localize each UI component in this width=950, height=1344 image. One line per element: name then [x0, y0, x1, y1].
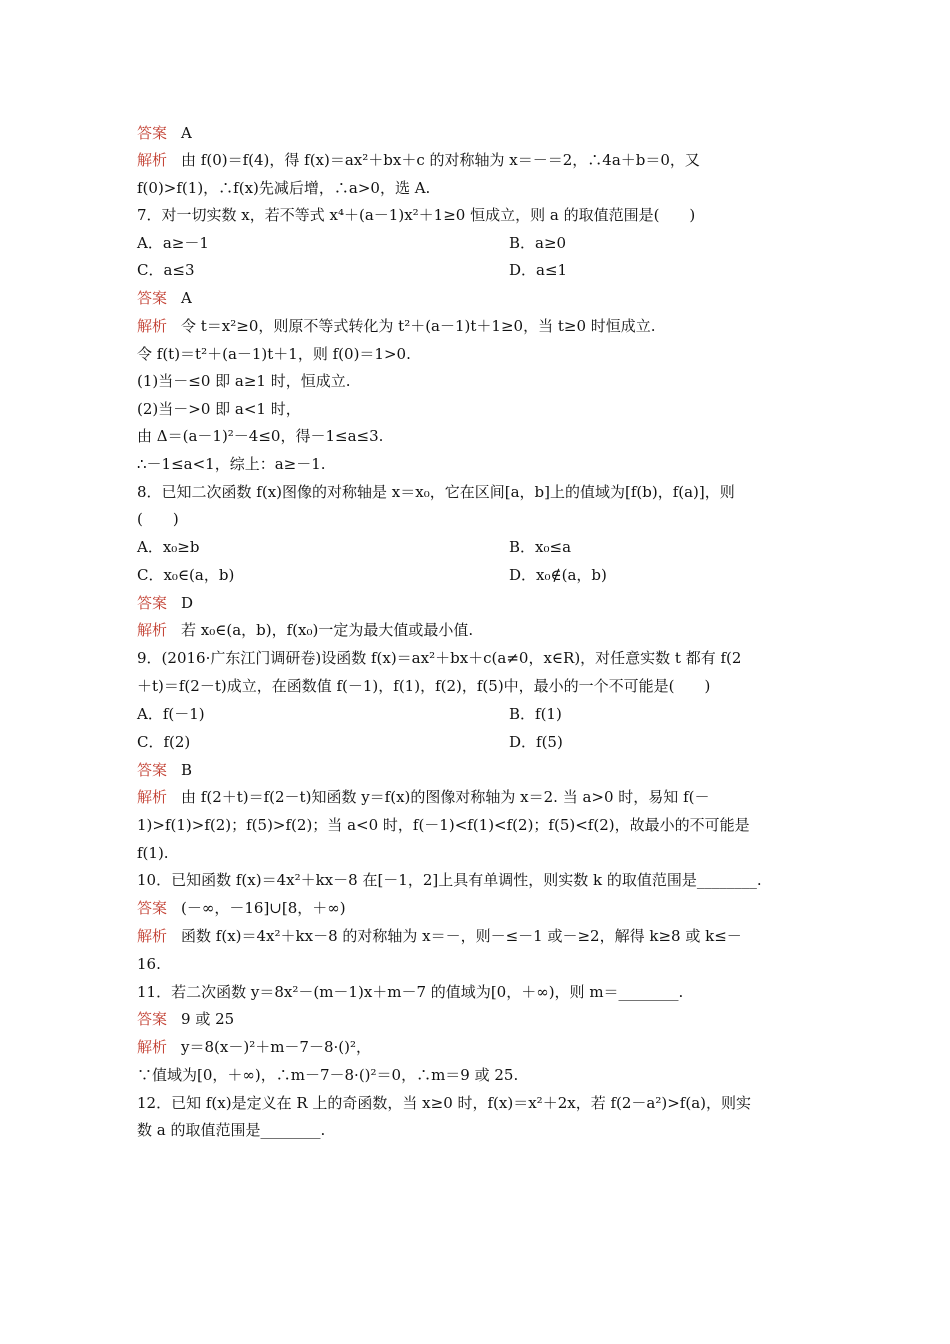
line-text: 11．若二次函数 y＝8x²－(m－1)x＋m－7 的值域为[0，＋∞)，则 m＝________.: [137, 983, 684, 1001]
answer-line: [137, 757, 192, 784]
text-line: [137, 673, 710, 700]
text-line: [137, 396, 301, 423]
line-text: 9．(2016·广东江门调研卷)设函数 f(x)＝ax²＋bx＋c(a≠0，x∈R)，对任意实数 t 都有 f(2: [137, 649, 742, 667]
line-text: 令 f(t)＝t²＋(a－1)t＋1，则 f(0)＝1>0.: [137, 345, 411, 363]
text-line: [137, 451, 326, 478]
answer-line: [137, 120, 192, 147]
answer-label: 答案: [137, 124, 168, 142]
analysis-line: [137, 147, 700, 174]
line-text: f(0)>f(1)，∴f(x)先减后增，∴a>0，选 A.: [137, 179, 431, 197]
answer-label: 答案: [137, 289, 168, 307]
answer-line: [137, 285, 192, 312]
line-text: 数 a 的取值范围是________.: [137, 1121, 326, 1139]
text-line: [137, 729, 190, 756]
text-line: [509, 729, 563, 756]
analysis-label: 解析: [137, 151, 168, 169]
answer-line: [137, 1006, 234, 1033]
text-line: [137, 951, 161, 978]
text-line: [137, 506, 179, 533]
text-line: [137, 230, 209, 257]
line-text: ＋t)＝f(2－t)成立，在函数值 f(－1)，f(1)，f(2)，f(5)中，最小的一个不可能是( ): [137, 677, 711, 695]
line-text: (－∞，－16]∪[8，＋∞): [181, 899, 346, 917]
line-text: D: [181, 594, 194, 612]
analysis-label: 解析: [137, 1038, 168, 1056]
line-text: B．a≥0: [509, 234, 567, 252]
text-line: [509, 562, 607, 589]
line-text: A．a≥－1: [137, 234, 209, 252]
answer-line: [137, 590, 193, 617]
text-line: [137, 812, 750, 839]
line-text: 10．已知函数 f(x)＝4x²＋kx－8 在[－1，2]上具有单调性，则实数 k 的取值范围是________.: [137, 871, 762, 889]
line-text: 16.: [137, 955, 161, 973]
line-text: D．a≤1: [509, 261, 568, 279]
text-line: [137, 1062, 518, 1089]
line-text: y＝8(x－)²＋m－7－8·()²，: [181, 1038, 372, 1056]
line-text: 令 t＝x²≥0，则原不等式转化为 t²＋(a－1)t＋1≥0，当 t≥0 时恒成立.: [181, 317, 656, 335]
line-text: (2)当－>0 即 a<1 时，: [137, 400, 301, 418]
text-line: [137, 479, 735, 506]
line-text: C．f(2): [137, 733, 191, 751]
line-text: 由 f(0)＝f(4)，得 f(x)＝ax²＋bx＋c 的对称轴为 x＝－＝2，∴4a＋b＝0，又: [181, 151, 700, 169]
answer-line: [137, 895, 346, 922]
text-line: [137, 175, 430, 202]
text-line: [137, 562, 234, 589]
line-text: ( ): [137, 510, 179, 528]
line-text: 7．对一切实数 x，若不等式 x⁴＋(a－1)x²＋1≥0 恒成立，则 a 的取值范围是( ): [137, 206, 696, 224]
text-line: [137, 645, 741, 672]
text-line: [137, 202, 695, 229]
text-line: [137, 257, 195, 284]
text-line: [137, 840, 169, 867]
answer-label: 答案: [137, 1010, 168, 1028]
line-text: 若 x₀∈(a，b)，f(x₀)一定为最大值或最小值.: [181, 621, 474, 639]
text-line: [509, 257, 567, 284]
line-text: 由 Δ＝(a－1)²－4≤0，得－1≤a≤3.: [137, 427, 384, 445]
analysis-line: [137, 784, 709, 811]
line-text: C．a≤3: [137, 261, 195, 279]
line-text: 由 f(2＋t)＝f(2－t)知函数 y＝f(x)的图像对称轴为 x＝2. 当 a>0 时，易知 f(－: [181, 788, 710, 806]
analysis-label: 解析: [137, 927, 168, 945]
analysis-line: [137, 313, 656, 340]
line-text: (1)当－≤0 即 a≥1 时，恒成立.: [137, 372, 351, 390]
line-text: 9 或 25: [181, 1010, 235, 1028]
analysis-label: 解析: [137, 788, 168, 806]
line-text: C．x₀∈(a，b): [137, 566, 235, 584]
answer-label: 答案: [137, 761, 168, 779]
text-line: [137, 1090, 751, 1117]
text-line: [137, 1117, 325, 1144]
analysis-line: [137, 923, 742, 950]
text-line: [509, 534, 571, 561]
answer-label: 答案: [137, 594, 168, 612]
text-line: [137, 341, 411, 368]
line-text: B: [181, 761, 193, 779]
analysis-label: 解析: [137, 317, 168, 335]
text-line: [137, 701, 205, 728]
text-line: [509, 701, 562, 728]
line-text: A: [181, 124, 192, 142]
line-text: 1)>f(1)>f(2)；f(5)>f(2)；当 a<0 时，f(－1)<f(1)<f(2)；f(5)<f(2)，故最小的不可能是: [137, 816, 750, 834]
line-text: A．x₀≥b: [137, 538, 200, 556]
text-line: [137, 423, 383, 450]
text-line: [137, 368, 351, 395]
line-text: B．f(1): [509, 705, 562, 723]
text-line: [509, 230, 566, 257]
line-text: ∵值域为[0，＋∞)，∴m－7－8·()²＝0，∴m＝9 或 25.: [137, 1066, 519, 1084]
line-text: A: [181, 289, 192, 307]
line-text: D．f(5): [509, 733, 563, 751]
line-text: A．f(－1): [137, 705, 205, 723]
text-line: [137, 867, 762, 894]
line-text: B．x₀≤a: [509, 538, 572, 556]
text-line: [137, 534, 199, 561]
line-text: 函数 f(x)＝4x²＋kx－8 的对称轴为 x＝－，则－≤－1 或－≥2，解得 k≥8 或 k≤－: [181, 927, 742, 945]
analysis-line: [137, 617, 473, 644]
analysis-label: 解析: [137, 621, 168, 639]
answer-label: 答案: [137, 899, 168, 917]
line-text: ∴－1≤a<1，综上：a≥－1.: [137, 455, 326, 473]
line-text: 12．已知 f(x)是定义在 R 上的奇函数，当 x≥0 时，f(x)＝x²＋2x，若 f(2－a²)>f(a)，则实: [137, 1094, 751, 1112]
line-text: f(1).: [137, 844, 169, 862]
line-text: 8．已知二次函数 f(x)图像的对称轴是 x＝x₀，它在区间[a，b]上的值域为[f(b)，f(a)]，则: [137, 483, 735, 501]
line-text: D．x₀∉(a，b): [509, 566, 607, 584]
analysis-line: [137, 1034, 371, 1061]
text-line: [137, 979, 683, 1006]
